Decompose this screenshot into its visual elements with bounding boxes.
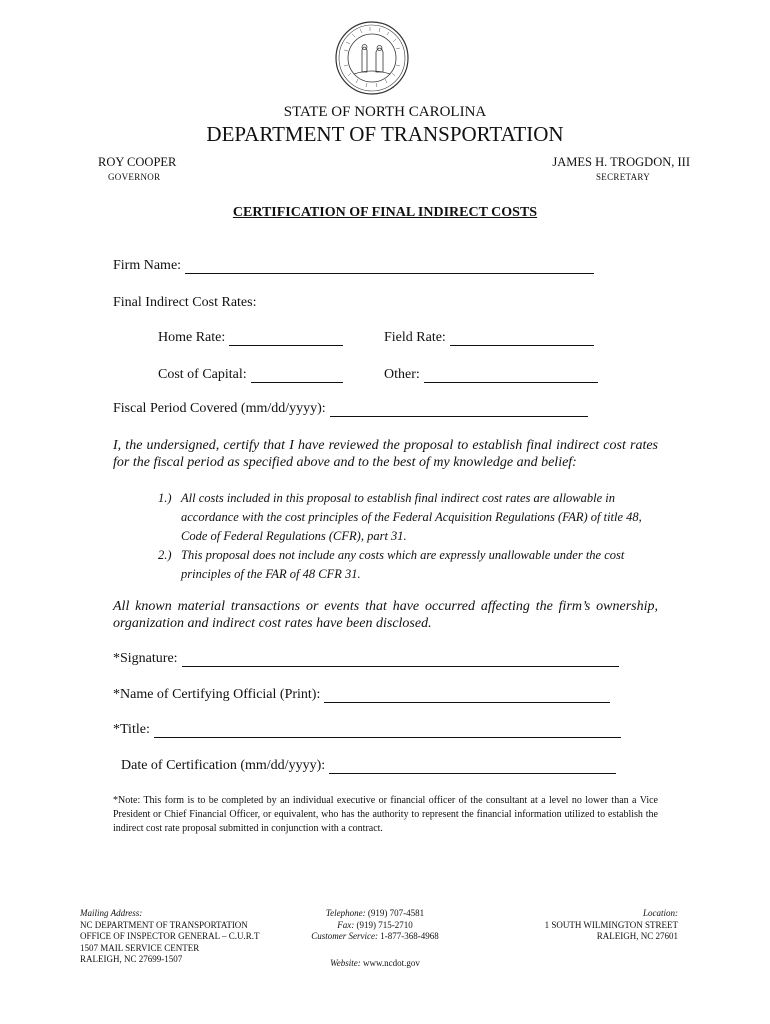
fiscal-period-row (113, 401, 588, 417)
mailing-address (80, 908, 260, 966)
department-name: DEPARTMENT OF TRANSPORTATION (206, 122, 564, 146)
rates-label-text: Final Indirect Cost Rates: (113, 295, 257, 310)
governor-title: GOVERNOR (108, 172, 161, 182)
form-note: *Note: This form is to be completed by an individual executive or financial officer of the consultant at a level no lower than a Vice President or Chief Financial Officer, or equivalent, who has the authority to represent the financial information utilized to establish the indirect cost rate proposal submitted in conjunction with a contract. (113, 795, 658, 834)
mailing-line: 1507 MAIL SERVICE CENTER (80, 942, 200, 953)
list-item-text: This proposal does not include any costs which are expressly unallowable under the cost principles of the FAR of 48 CFR 31. (181, 548, 625, 581)
certification-date-field[interactable] (329, 760, 616, 774)
fax-label: Fax: (337, 919, 355, 930)
title-row (113, 722, 621, 738)
firm-name-row (113, 258, 594, 274)
firm-name-field[interactable] (185, 260, 594, 274)
state-name: STATE OF NORTH CAROLINA (283, 104, 487, 120)
secretary-block (552, 155, 690, 182)
website-line (290, 958, 460, 968)
home-rate-label: Home Rate: (158, 330, 226, 345)
certifying-official-label: *Name of Certifying Official (Print): (113, 687, 321, 702)
customer-service-label: Customer Service: (311, 931, 378, 941)
telephone-label: Telephone: (325, 908, 366, 918)
home-rate-field[interactable] (229, 332, 343, 346)
fiscal-period-label: Fiscal Period Covered (mm/dd/yyyy): (113, 401, 326, 416)
other-field[interactable] (424, 369, 598, 383)
home-rate-row (158, 330, 343, 346)
secretary-name: JAMES H. TROGDON, III (552, 155, 690, 169)
cost-of-capital-label: Cost of Capital: (158, 367, 247, 382)
field-rate-label: Field Rate: (384, 330, 446, 345)
contact-numbers (290, 908, 460, 943)
field-rate-field[interactable] (450, 332, 594, 346)
signature-field[interactable] (182, 653, 619, 667)
fiscal-period-field[interactable] (330, 403, 588, 417)
certification-date-label: Date of Certification (mm/dd/yyyy): (121, 758, 326, 773)
certification-date-row (121, 758, 616, 774)
cost-of-capital-field[interactable] (251, 369, 343, 383)
customer-service-number: 1-877-368-4968 (380, 931, 439, 941)
list-item (158, 489, 658, 546)
mailing-line: OFFICE OF INSPECTOR GENERAL – C.U.R.T (80, 931, 260, 941)
list-item-number: 1.) (158, 491, 172, 505)
cost-of-capital-row (158, 367, 343, 383)
mailing-line: NC DEPARTMENT OF TRANSPORTATION (80, 919, 248, 930)
title-label: *Title: (113, 722, 150, 737)
rates-label (113, 295, 256, 311)
signature-row (113, 651, 619, 667)
title-field[interactable] (154, 724, 621, 738)
field-rate-row (384, 330, 594, 346)
mailing-address-label: Mailing Address: (80, 908, 143, 918)
other-row (384, 367, 598, 383)
location-address (545, 908, 678, 943)
list-item-number: 2.) (158, 548, 172, 562)
form-title (0, 205, 770, 221)
website-link[interactable]: www.ncdot.gov (363, 958, 420, 968)
other-label: Other: (384, 367, 420, 382)
secretary-title: SECRETARY (596, 172, 650, 182)
website-label: Website: (330, 958, 361, 968)
location-line: 1 SOUTH WILMINGTON STREET (544, 919, 678, 930)
mailing-line: RALEIGH, NC 27699-1507 (80, 954, 183, 964)
certification-list (158, 489, 658, 584)
fax-number: (919) 715-2710 (356, 919, 413, 930)
firm-name-label: Firm Name: (113, 258, 182, 273)
location-line: RALEIGH, NC 27601 (596, 931, 678, 941)
telephone-number: (919) 707-4581 (367, 908, 425, 918)
signature-label: *Signature: (113, 651, 178, 666)
state-seal-icon (334, 20, 410, 96)
list-item-text: All costs included in this proposal to establish final indirect cost rates are allowable in accordance with the cost principles of the Federal Acquisition Regulations (FAR) of title 48, Code of Federal Regulations (CFR), part 31. (181, 491, 642, 543)
certifying-official-field[interactable] (324, 689, 610, 703)
certification-statement: I, the undersigned, certify that I have reviewed the proposal to establish final indirect cost rates for the fiscal period as specified above and to the best of my knowledge and belief: (113, 438, 658, 470)
governor-name: ROY COOPER (98, 155, 177, 169)
certifying-official-row (113, 687, 610, 703)
disclosure-statement: All known material transactions or events that have occurred affecting the firm’s ownership, organization and indirect cost rates have been disclosed. (113, 599, 658, 631)
form-title-text: CERTIFICATION OF FINAL INDIRECT COSTS (232, 205, 538, 220)
location-label: Location: (643, 908, 678, 918)
governor-block (98, 155, 176, 182)
list-item (158, 546, 658, 584)
